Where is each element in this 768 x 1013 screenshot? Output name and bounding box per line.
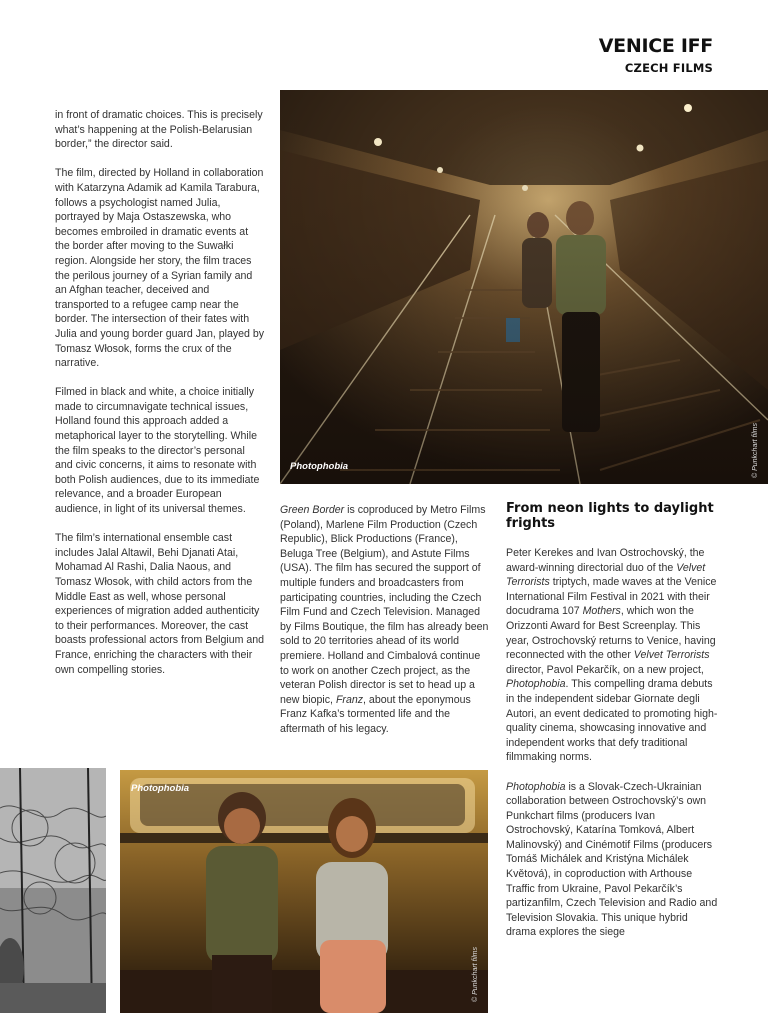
film-title: Photophobia [506, 678, 566, 691]
film-title: Mothers [582, 605, 621, 618]
paragraph: Peter Kerekes and Ivan Ostrochovský, the award-winning directorial duo of the Velvet Terrorists triptych, made waves at the Venice International Film Festival in 2021 with their docudrama 107 Mothers, which won the Orizzonti Award for Best Screenplay. This year, Ostrochovský returns to Venice, having reconnected with the other Velvet Terrorists director, Pavol Pekarčík, on a new project, Photophobia. This compelling drama debuts in the independent sidebar Giornate degli Autori, an event dedicated to promoting high-quality cinema, showcasing innovative and independent works that defy traditional filmmaking norms. [506, 547, 718, 764]
section-title: VENICE IFF [598, 35, 713, 57]
page-header [599, 34, 713, 76]
article-column-3 [506, 546, 718, 940]
fence-image [0, 768, 106, 1013]
paragraph: The film, directed by Holland in collaboration with Katarzyna Adamik ad Kamila Tarabura, follows a psychologist named Julia, portrayed by Maja Ostaszewska, who becomes embroiled in dramatic events at the border after moving to the Suwałki region. Alongside her story, the film traces the perilous journey of a Syrian family and an Afghan teacher, deceived and transported to a refugee camp near the border. The intersection of their fates with Julia and young border guard Jan, played by Tomasz Włosok, forms the crux of the narrative. [55, 167, 265, 370]
paragraph: in front of dramatic choices. This is precisely what’s happening at the Polish-Belarusian border,” the director said. [55, 109, 263, 151]
photo-credit: © Punkchart films [472, 947, 479, 1002]
article-column-2 [280, 503, 490, 737]
paragraph: Green Border is coproduced by Metro Films (Poland), Marlene Film Production (Czech Republic), Blick Productions (France), Beluga Tree (Belgium), and Astute Films (USA). The film has secured the support of multiple funders and broadcasters from participating countries, including the Czech Film Fund and Czech Television. Managed by Films Boutique, the film has already been sold to 20 territories ahead of its world premiere. Holland and Cimbalová continue to work on another Czech project, as the veteran Polish director is set to head up a new biopic, Franz, about the eponymous Franz Kafka’s tormented life and the aftermath of his legacy. [280, 504, 489, 735]
train-photo [120, 770, 488, 1013]
tunnel-photo [280, 90, 768, 484]
paragraph: Photophobia is a Slovak-Czech-Ukrainian collaboration between Ostrochovský’s own Punkchart films (producers Ivan Ostrochovský, Katarína Tomková, Albert Malinovský) and Cinémotif Films (producers Tomáš Michálek and Kristýna Michálek Květová), in coproduction with Arthouse Traffic from Ukraine, Pavol Pekarčík’s partizanfilm, Czech Television and Radio and Television Slovakia. This unique hybrid drama explores the siege [506, 780, 718, 939]
film-title: Photophobia [506, 780, 566, 793]
train-image [120, 770, 488, 1013]
film-title: Green Border [280, 504, 345, 516]
photo-credit: © Punkchart films [752, 423, 759, 478]
paragraph: Filmed in black and white, a choice initially made to circumnavigate technical issues, Holland found this approach added a metaphorical layer to the storytelling. While the film speaks to the director’s personal and civic concerns, it aims to resonate with both Polish audiences, due to its immediate relevance, and a broader European audience, in light of its universal themes. [55, 386, 260, 516]
border-fence-photo [0, 768, 106, 1013]
film-title: Velvet Terrorists [506, 561, 706, 589]
section-subtitle: CZECH FILMS [624, 61, 713, 75]
article-column-1 [55, 108, 265, 677]
tunnel-image [280, 90, 768, 484]
film-title: Velvet Terrorists [633, 649, 710, 662]
photo-caption: Photophobia [290, 461, 349, 472]
photo-caption: Photophobia [131, 783, 190, 794]
paragraph: The film’s international ensemble cast includes Jalal Altawil, Behi Djanati Atai, Mohamad Al Rashi, Dalia Naous, and Tomasz Włosok, with child actors from the Middle East as well, whose personal experiences of migration added authenticity to their performances. Moreover, the cast boasts professional actors from Belgium and France, enriching the characters with their own compelling stories. [55, 532, 265, 676]
section-heading: From neon lights to daylight frights [506, 501, 714, 531]
film-title: Franz [335, 693, 364, 706]
